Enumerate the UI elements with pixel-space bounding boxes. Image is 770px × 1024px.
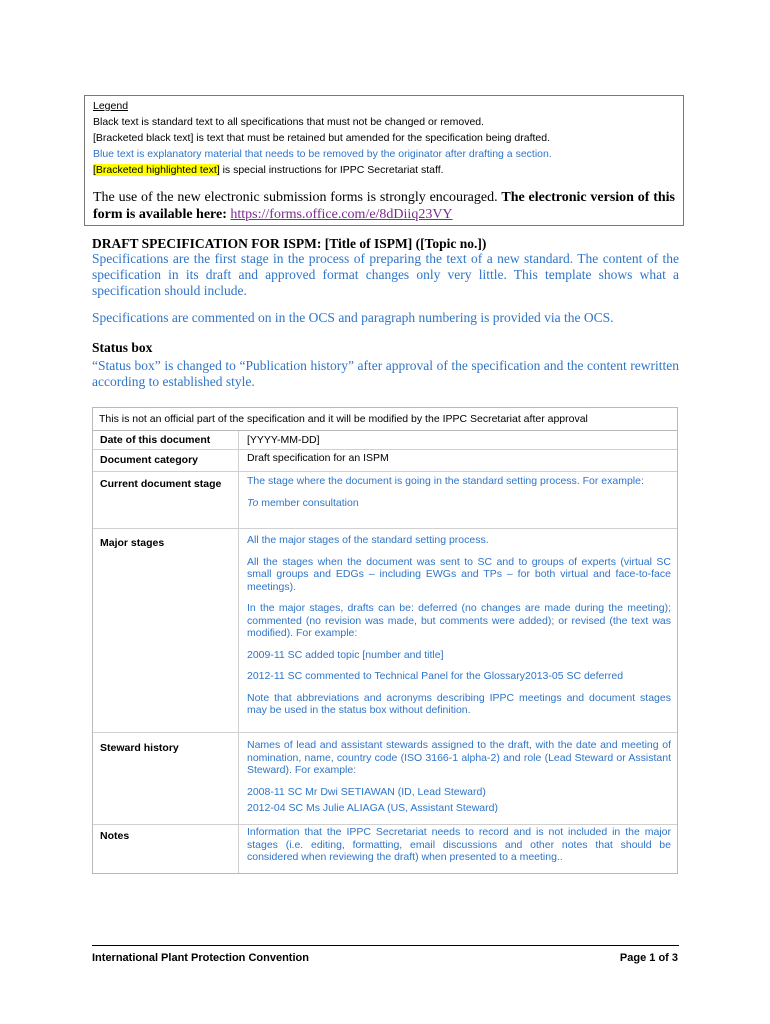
major-stages-p4: 2009-11 SC added topic [number and title] [247,648,444,661]
row-divider [93,449,677,450]
stage-example-rest: member consultation [258,496,359,509]
legend-line-blue: Blue text is explanatory material that needs to be removed by the originator after drafting a section. [93,148,552,160]
legend-line-standard: Black text is standard text to all specifications that must not be changed or removed. [93,116,485,128]
major-stages-value [247,534,671,717]
date-label: Date of this document [100,434,211,446]
stage-label: Current document stage [100,478,222,490]
intro-paragraph: Specifications are the first stage in the process of preparing the text of a new standard. The content of the specification in its draft and approved format changes only very little. This template shows what a specification should include. [92,251,679,298]
stage-description: The stage where the document is going in the standard setting process. For example: [247,475,644,487]
row-divider [93,471,677,472]
major-stages-p3: In the major stages, drafts can be: deferred (no changes are made during the meeting); commented (no revision was made, but comments were added); or revised (the text was modified). For example: [247,602,671,639]
footer-divider [92,945,679,946]
major-stages-p2: All the stages when the document was sent to SC and to groups of experts (virtual SC small groups and EDGs – including EWGs and TPs – for both virtual and face-to-face meetings). [247,555,671,593]
page-number: Page 1 of 3 [619,952,678,964]
row-divider [93,824,677,825]
major-stages-p5: 2012-11 SC commented to Technical Panel for the Glossary2013-05 SC deferred [247,670,624,682]
notes-value: Information that the IPPC Secretariat needs to record and is not included in the major stages (i.e. editing, formatting, email discussions and other notes that should be considered when reviewing the draft) when presented to a meeting.. [247,826,671,863]
stage-example-italic: To [247,496,259,509]
steward-p1: Names of lead and assistant stewards assigned to the draft, with the date and meeting of nomination, name, country code (ISO 3166-1 alpha-2) and role (Lead Steward or Assistant Steward). For example: [247,739,671,776]
electronic-form-bold: The electronic version of this form is available here: [93,190,675,222]
electronic-form-note [93,189,675,223]
major-stages-p6: Note that abbreviations and acronyms describing IPPC meetings and document stages may be used in the status box without definition. [247,691,671,716]
spec-heading: DRAFT SPECIFICATION FOR ISPM: [Title of ISPM] ([Topic no.]) [92,236,487,251]
row-divider [93,732,677,733]
date-value: [YYYY-MM-DD] [247,434,320,446]
notes-label: Notes [100,830,130,842]
legend-line-highlighted [93,162,675,178]
status-box-table [92,407,678,874]
category-label: Document category [100,454,199,466]
stage-example [247,497,671,510]
major-stages-label: Major stages [100,537,165,549]
legend-box [84,95,684,226]
form-link[interactable]: https://forms.office.com/e/8dDiiq23VY [230,207,453,222]
status-box-note: “Status box” is changed to “Publication history” after approval of the specification and the content rewritten according to established style. [92,358,679,389]
ocs-note: Specifications are commented on in the OCS and paragraph numbering is provided via the OCS. [92,310,614,325]
legend-title: Legend [93,100,129,112]
footer-organization: International Plant Protection Convention [92,952,309,964]
status-box-caption: This is not an official part of the specification and it will be modified by the IPPC Secretariat after approval [93,408,677,431]
electronic-form-text: The use of the new electronic submission forms is strongly encouraged. [93,190,502,205]
column-divider [238,431,239,873]
major-stages-p1: All the major stages of the standard setting process. [247,534,489,546]
legend-line-bracketed: [Bracketed black text] is text that must be retained but amended for the specification being drafted. [93,132,551,144]
steward-history-value [247,739,671,815]
stage-value [247,475,671,509]
steward-p2: 2008-11 SC Mr Dwi SETIAWAN (ID, Lead Steward) [247,785,486,798]
status-box-heading: Status box [92,340,153,355]
steward-p3: 2012-04 SC Ms Julie ALIAGA (US, Assistant Steward) [247,802,498,814]
steward-history-label: Steward history [100,742,179,754]
row-divider [93,528,677,529]
legend-line-highlighted-rest: is special instructions for IPPC Secretariat staff. [219,164,444,176]
highlighted-text: [Bracketed highlighted text] [93,164,220,176]
category-value: Draft specification for an ISPM [247,452,389,464]
